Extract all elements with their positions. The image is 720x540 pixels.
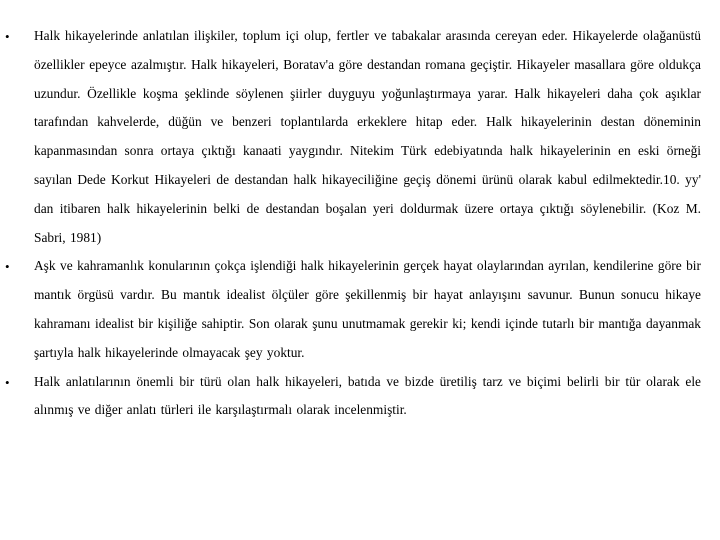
bullet-icon: •	[5, 259, 10, 275]
list-item	[0, 368, 720, 426]
bullet-icon: •	[5, 29, 10, 44]
paragraph-text: Halk anlatılarının önemli bir türü olan halk hikayeleri, batıda ve bizde üretiliş tarz ve biçimi belirli bir tür olarak ele alınmış ve diğer anlatı türleri ile karşılaştırmalı olarak incelenmiştir.	[34, 373, 701, 418]
bullet-list	[0, 22, 720, 425]
paragraph-text: Halk hikayelerinde anlatılan ilişkiler, toplum içi olup, fertler ve tabakalar arasında cereyan eder. Hikayelerde olağanüstü özellikler epeyce azalmıştır. Halk hikayeleri, Boratav'a göre destandan romana geçiştir. Hikayeler masallara göre oldukça uzundur. Özellikle koşma şeklinde söylenen şiirler duyguyu yoğunlaştırmaya yarar. Halk hikayeleri daha çok aşıklar tarafından kahvelerde, düğün ve benzeri toplantılarda erkeklere hitap eder. Halk hikayelerinin destan döneminin kapanmasından sonra ortaya çıktığı kanaati yaygındır. Nitekim Türk edebiyatında halk hikayelerinin en eski örneği sayılan Dede Korkut Hikayeleri de destandan halk hikayeciliğine geçiş dönemi ürünü olarak kabul edilmektedir.10. yy' dan itibaren halk hikayelerinin belki de destandan boşalan yeri doldurmak üzere ortaya çıktığı söylenebilir. (Koz M. Sabri, 1981)	[34, 28, 701, 245]
list-item	[0, 22, 720, 252]
list-item	[0, 252, 720, 367]
bullet-icon: •	[5, 374, 10, 390]
paragraph-text: Aşk ve kahramanlık konularının çokça işlendiği halk hikayelerinin gerçek hayat olaylarından ayrılan, kendilerine göre bir mantık örgüsü vardır. Bu mantık idealist ölçüler göre şekillenmiş bir hayat anlayışını savunur. Bunun sonucu hikaye kahramanı idealist bir kişiliğe sahiptir. Son olarak şunu unutmamak gerekir ki; kendi içinde tutarlı bir mantığa dayanmak şartıyla halk hikayelerinde olmayacak şey yoktur.	[34, 258, 701, 360]
